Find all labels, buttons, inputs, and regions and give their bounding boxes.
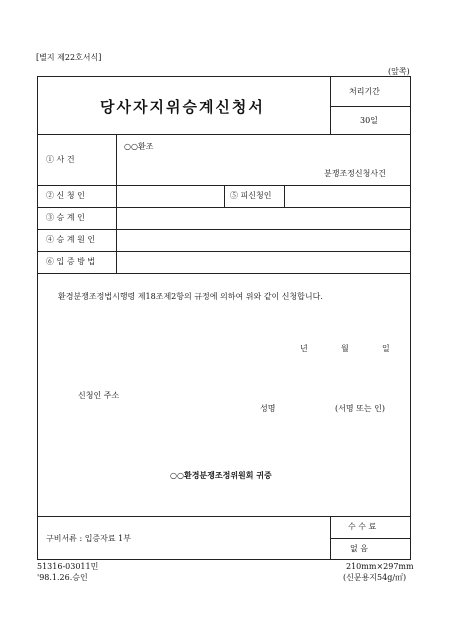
attachments-text: 구비서류 : 입증자료 1부 (46, 534, 131, 543)
respondent-label: ⑤ 피신청인 (230, 191, 272, 200)
case-value-line1[interactable]: ○○환조 (124, 142, 154, 151)
date-year: 년 (300, 344, 308, 353)
processing-period-value: 30일 (360, 116, 378, 125)
page-side-note: (앞쪽) (388, 67, 410, 76)
applicant-address-label: 신청인 주소 (78, 391, 120, 400)
form-number: [별지 제22호서식] (36, 53, 102, 62)
case-label: ① 사 건 (46, 155, 75, 164)
form-code: 51316-03011민 (37, 562, 99, 571)
succession-cause-label: ④ 승 계 원 인 (46, 235, 96, 244)
form-title: 당사자지위승계신청서 (100, 98, 265, 116)
addressee: ○○환경분쟁조정위원회 귀중 (170, 470, 272, 480)
statement-text: 환경분쟁조정법시행령 제18조제2항의 규정에 의하여 위와 같이 신청합니다. (58, 292, 323, 301)
fee-value: 없 음 (350, 544, 368, 553)
date-month: 월 (341, 344, 349, 353)
approval-date: '98.1.26.승인 (37, 573, 88, 582)
proof-method-label: ⑥ 입 증 방 법 (46, 257, 96, 266)
paper-size: 210mm×297mm (346, 562, 414, 571)
date-day: 일 (382, 344, 390, 353)
paper-type: (신문용지54g/㎡) (343, 573, 407, 582)
fee-label: 수 수 료 (348, 522, 377, 531)
case-value-line2[interactable]: 분쟁조정신청사건 (324, 169, 386, 178)
applicant-name-label: 성명 (260, 404, 276, 413)
signature-label: (서명 또는 인) (335, 404, 385, 413)
processing-period-label: 처리기간 (349, 87, 380, 96)
form-frame (37, 76, 411, 560)
applicant-label: ② 신 청 인 (46, 191, 85, 200)
successor-label: ③ 승 계 인 (46, 213, 85, 222)
